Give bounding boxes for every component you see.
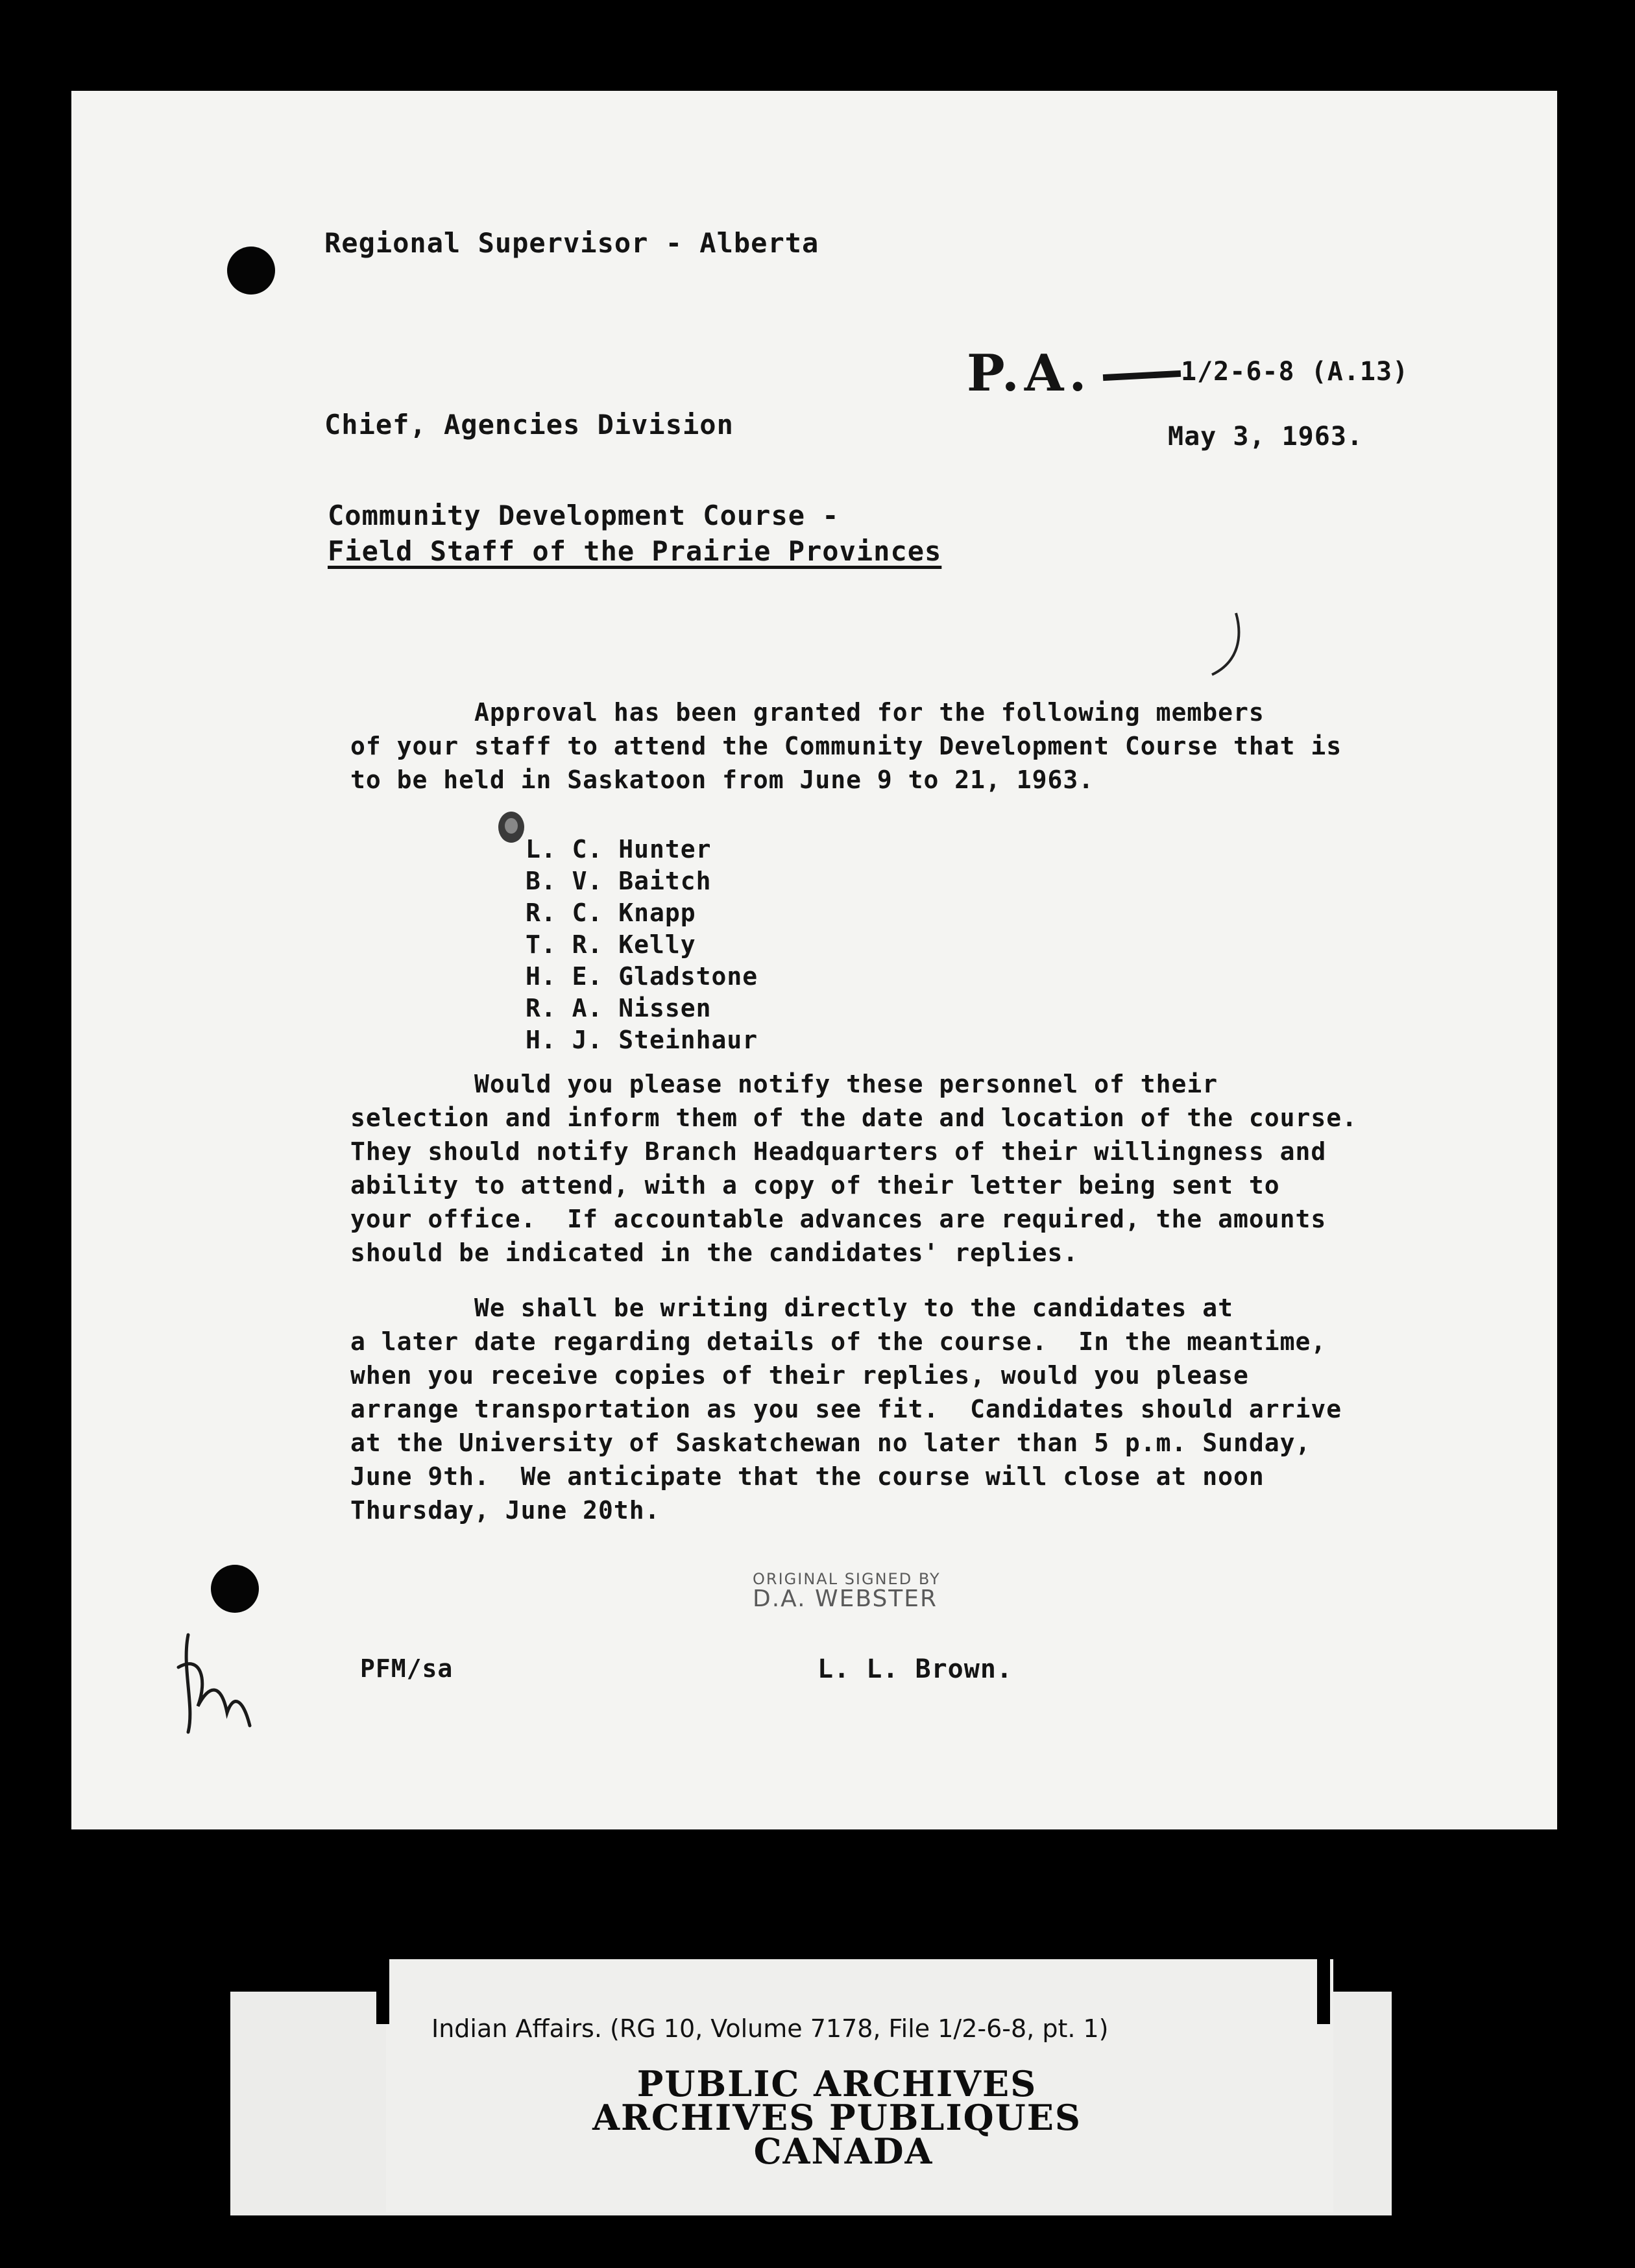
memo-date: May 3, 1963. (1168, 422, 1363, 452)
staff-name: T. R. Kelly (526, 930, 696, 959)
signatory-name: L. L. Brown. (818, 1654, 1013, 1684)
staff-name: R. C. Knapp (526, 899, 696, 927)
typist-initials: PFM/sa (360, 1654, 454, 1683)
reference-prefix: P.A. (967, 344, 1092, 403)
stamp-line-1: ORIGINAL SIGNED BY (753, 1570, 941, 1588)
paragraph-approval: Approval has been granted for the following members of your staff to attend the Community Development Course that is to be held in Saskatoon from June 9 to 21, 1963. (350, 698, 1342, 794)
punch-hole-bottom (211, 1565, 259, 1613)
label-notch-right (1317, 1959, 1330, 2024)
memo-sender: Chief, Agencies Division (324, 409, 734, 440)
subject-line-1: Community Development Course - (328, 500, 840, 531)
memo-recipient: Regional Supervisor - Alberta (324, 227, 819, 259)
check-mark (1207, 610, 1252, 681)
archive-citation: Indian Affairs. (RG 10, Volume 7178, File 1/2-6-8, pt. 1) (431, 2014, 1109, 2043)
paragraph-arrangements: We shall be writing directly to the candidates at a later date regarding details of the course. In the meantime, when you receive copies of their replies, would you please arrange transportation as you see fit. Candidates should arrive at the University of Saskatchewan no later than 5 p.m. Sunday, June 9th. We anticipate that the course will close at noon Thursday, June 20th. (350, 1294, 1342, 1525)
punch-hole-top (227, 247, 275, 295)
reference-number: 1/2-6-8 (A.13) (1181, 357, 1409, 387)
staff-name: L. C. Hunter (526, 835, 712, 863)
archive-name-french: ARCHIVES PUBLIQUES (592, 2097, 1082, 2138)
staff-name: R. A. Nissen (526, 994, 712, 1022)
memo-page (71, 91, 1557, 1829)
staff-name-list (526, 834, 758, 1056)
paragraph-notify: Would you please notify these personnel of their selection and inform them of the date and location of the course. They should notify Branch Headquarters of their willingness and ability to attend, with a copy of their letter being sent to your office. If accountable advances are required, the amounts should be indicated in the candidates' replies. (350, 1070, 1358, 1267)
subject-line-2: Field Staff of the Prairie Provinces (328, 535, 942, 567)
label-notch-left (376, 1959, 389, 2024)
stamp-line-2: D.A. WEBSTER (753, 1586, 938, 1612)
staff-name: B. V. Baitch (526, 867, 712, 895)
staff-name: H. E. Gladstone (526, 962, 758, 991)
archive-country: CANADA (753, 2130, 934, 2172)
signature-stamp (753, 1570, 941, 1612)
archive-name-english: PUBLIC ARCHIVES (636, 2063, 1037, 2105)
staff-name: H. J. Steinhaur (526, 1026, 758, 1054)
handwritten-paraph (169, 1628, 260, 1739)
